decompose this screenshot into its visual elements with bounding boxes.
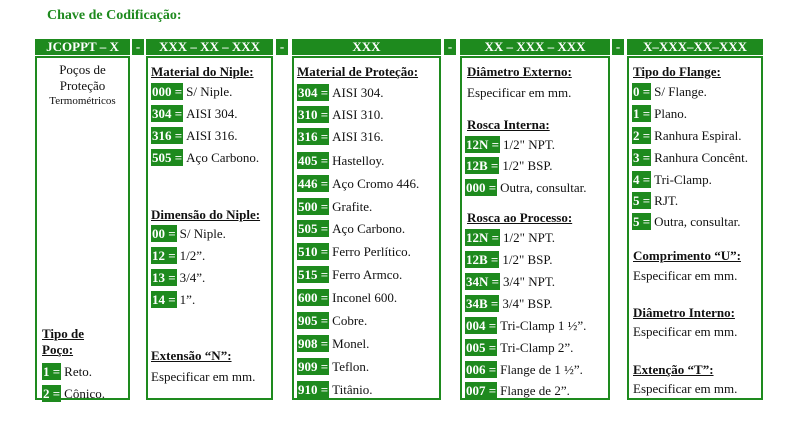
diametro-interno-heading: Diâmetro Interno: — [633, 305, 735, 320]
extencao-heading: Extenção “T”: — [633, 362, 714, 377]
list-item: 3 = Ranhura Concênt. — [633, 149, 749, 165]
diametro-externo-heading: Diâmetro Externo: — [467, 64, 572, 79]
description-line-2: Proteção — [59, 78, 106, 93]
diametro-externo-text: Especificar em mm. — [467, 85, 572, 100]
list-item: 500 = Grafite. — [298, 198, 373, 214]
rosca-processo-heading: Rosca ao Processo: — [467, 210, 573, 225]
list-item: 5 = RJT. — [633, 192, 679, 208]
material-niple-heading: Material do Niple: — [151, 64, 254, 79]
diametro-interno-text: Especificar em mm. — [633, 324, 738, 339]
list-item: 5 = Outra, consultar. — [633, 213, 741, 229]
column-flange — [627, 56, 763, 400]
list-item: 910 = Titânio. — [298, 381, 373, 397]
comprimento-text: Especificar em mm. — [633, 268, 738, 283]
list-item: 12 = 1/2”. — [152, 247, 206, 263]
list-item: 14 = 1”. — [152, 291, 196, 307]
tipo-heading-2: Poço: — [42, 342, 74, 357]
header-sep-3: - — [444, 39, 456, 55]
list-item: 12N = 1/2" NPT. — [466, 136, 556, 152]
comprimento-heading: Comprimento “U”: — [633, 248, 741, 263]
extencao-text: Especificar em mm. — [633, 381, 738, 396]
rosca-interna-heading: Rosca Interna: — [467, 117, 550, 132]
list-item: 005 = Tri-Clamp 2”. — [466, 339, 574, 355]
page-title: Chave de Codificação: — [47, 8, 182, 23]
header-sep-2: - — [276, 39, 288, 55]
list-item: 304 = AISI 304. — [152, 105, 238, 121]
dimensao-niple-heading: Dimensão do Niple: — [151, 207, 261, 222]
list-item: 007 = Flange de 2”. — [466, 382, 570, 398]
list-item: 316 = AISI 316. — [152, 127, 238, 143]
list-item: 34N = 3/4" NPT. — [466, 273, 556, 289]
list-item: 000 = Outra, consultar. — [466, 179, 587, 195]
list-item: 505 = Aço Carbono. — [298, 220, 406, 236]
list-item: 908 = Monel. — [298, 335, 370, 351]
extensao-text: Especificar em mm. — [151, 369, 256, 384]
list-item: 0 = S/ Flange. — [633, 83, 707, 99]
column-tipo-poco — [35, 56, 130, 400]
list-item: 006 = Flange de 1 ½”. — [466, 361, 583, 377]
list-item: 1 = Plano. — [633, 105, 688, 121]
header-sep-4: - — [612, 39, 624, 55]
list-item: 304 = AISI 304. — [298, 84, 384, 100]
list-item: 909 = Teflon. — [298, 358, 370, 374]
list-item: 310 = AISI 310. — [298, 106, 384, 122]
list-item: 34B = 3/4" BSP. — [466, 295, 553, 311]
list-item: 13 = 3/4”. — [152, 269, 206, 285]
list-item: 000 = S/ Niple. — [152, 83, 233, 99]
column-rosca — [460, 56, 610, 400]
list-item: 1 = Reto. — [43, 363, 92, 379]
list-item: 600 = Inconel 600. — [298, 289, 398, 305]
header-flange: X–XXX–XX–XXX — [627, 39, 763, 55]
description-line-3: Termométricos — [49, 95, 116, 107]
code-badge: 2 = — [43, 386, 61, 401]
list-item: 004 = Tri-Clamp 1 ½”. — [466, 317, 587, 333]
code-badge: 1 = — [43, 364, 61, 379]
material-protecao-heading: Material de Proteção: — [297, 64, 419, 79]
header-model: JCOPPT – X — [35, 39, 130, 55]
description-line-1: Poços de — [59, 62, 106, 77]
list-item: 446 = Aço Cromo 446. — [298, 175, 420, 191]
list-item: 515 = Ferro Armco. — [298, 266, 403, 282]
column-niple — [146, 56, 273, 400]
list-item: 505 = Aço Carbono. — [152, 149, 260, 165]
list-item: 00 = S/ Niple. — [152, 225, 226, 241]
list-item: 905 = Cobre. — [298, 312, 368, 328]
tipo-flange-heading: Tipo do Flange: — [633, 64, 721, 79]
list-item: 12B = 1/2" BSP. — [466, 251, 553, 267]
header-rosca: XX – XXX – XXX — [460, 39, 610, 55]
tipo-heading-1: Tipo de — [42, 326, 85, 341]
column-material-protecao — [292, 56, 441, 400]
header-niple: XXX – XX – XXX — [146, 39, 273, 55]
list-item: 4 = Tri-Clamp. — [633, 171, 712, 187]
list-item: 2 = Cônico. — [43, 385, 105, 401]
list-item: 12B = 1/2" BSP. — [466, 157, 553, 173]
list-item: 510 = Ferro Perlítico. — [298, 243, 411, 259]
list-item: 405 = Hastelloy. — [298, 152, 385, 168]
extensao-heading: Extensão “N”: — [151, 348, 232, 363]
list-item: 2 = Ranhura Espiral. — [633, 127, 742, 143]
list-item: 12N = 1/2" NPT. — [466, 229, 556, 245]
header-sep-1: - — [132, 39, 144, 55]
header-material: XXX — [292, 39, 441, 55]
list-item: 316 = AISI 316. — [298, 128, 384, 144]
